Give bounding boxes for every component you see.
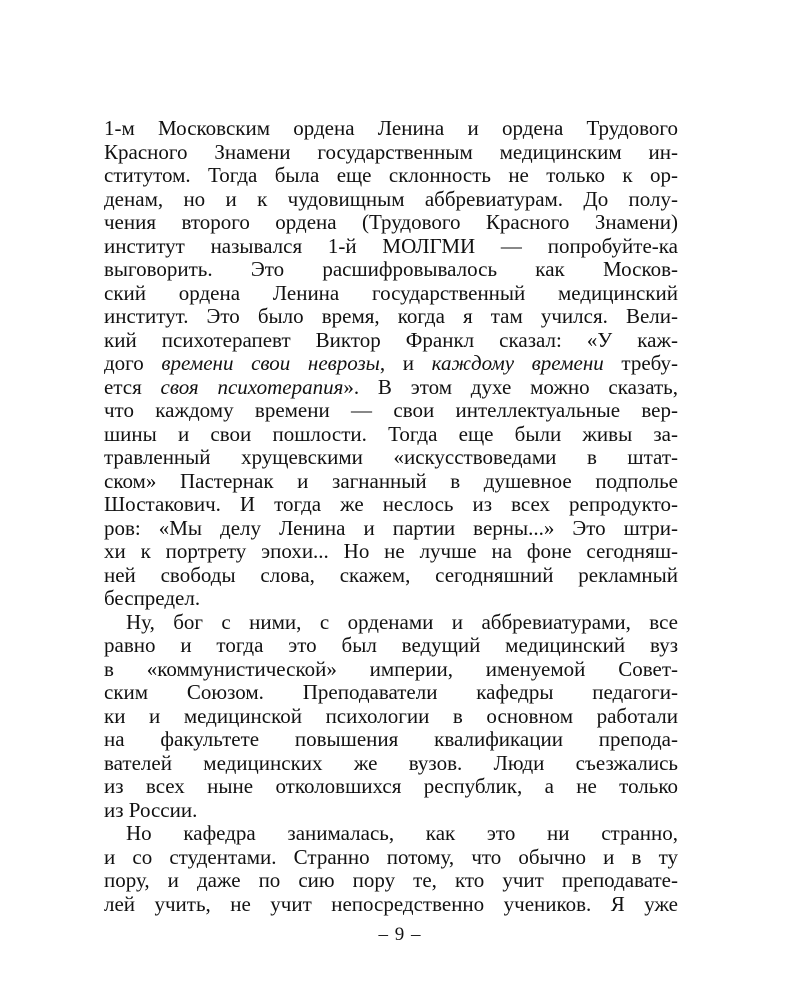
paragraph-start-line: Но кафедра занималась, как это ни странно, <box>126 821 678 845</box>
text-line: шины и свои пошлости. Тогда еще были живы за- <box>104 421 678 446</box>
text-line: равно и тогда это был ведущий медицинский вуз <box>104 633 678 657</box>
text-line: лей учить, не учит непосредственно учеников. Я уже <box>104 891 678 916</box>
text-line: денам, но и к чудовищным аббревиатурам. До полу- <box>104 186 678 211</box>
emphasis: времени свои неврозы <box>161 351 380 375</box>
text-line: кий психотерапевт Виктор Франкл сказал: «У каж- <box>104 327 678 352</box>
text-line-italic: дого времени свои неврозы, и каждому времени требу- <box>104 351 679 375</box>
text-line: и со студентами. Странно потому, что обычно и в ту <box>104 844 678 869</box>
text-line: в «коммунистической» империи, именуемой Совет- <box>104 656 678 681</box>
paragraph-end-line: из России. <box>104 797 198 822</box>
text-line: на факультете повышения квалификации препода- <box>104 727 678 751</box>
text-line: хи к портрету эпохи... Но не лучше на фоне сегодняш- <box>104 539 678 563</box>
text-line: пору, и даже по сию пору те, кто учит преподавате- <box>104 868 678 892</box>
text-line: чения второго ордена (Трудового Красного Знамени) <box>104 210 678 234</box>
text-line: ров: «Мы делу Ленина и партии верны...» Это штри- <box>104 515 678 540</box>
text-line: вателей медицинских же вузов. Люди съезжались <box>104 750 678 775</box>
text-line: ки и медицинской психологии в основном работали <box>104 703 678 728</box>
paragraph-start-line: Ну, бог с ними, с орденами и аббревиатурами, все <box>126 609 678 634</box>
text-line: выговорить. Это расшифровывалось как Москов- <box>104 257 678 281</box>
text-line: ститутом. Тогда была еще склонность не только к ор- <box>104 163 678 187</box>
text-line: травленный хрущевскими «искусствоведами в штат- <box>104 445 678 469</box>
text-line-italic: ется своя психотерапия». В этом духе можно сказать, <box>104 374 678 399</box>
text-line: ней свободы слова, скажем, сегодняшний рекламный <box>104 562 678 587</box>
text-line: из всех ныне отколовшихся республик, а не только <box>104 774 678 798</box>
text-line: ским Союзом. Преподаватели кафедры педагоги- <box>104 680 678 704</box>
text-line: институт. Это было время, когда я там учился. Вели- <box>104 304 678 328</box>
page-number: – 9 – <box>378 924 422 945</box>
emphasis: своя психотерапия <box>160 374 344 399</box>
paragraph-end-line: беспредел. <box>104 586 201 610</box>
text-line: ский ордена Ленина государственный медицинский <box>104 280 678 305</box>
text-line: Красного Знамени государственным медицинским ин- <box>104 139 678 164</box>
text-line: Шостакович. И тогда же неслось из всех репродукто- <box>104 492 678 516</box>
emphasis: каждому времени <box>431 351 604 375</box>
text-line: что каждому времени — свои интеллектуальные вер- <box>104 398 678 422</box>
text-line: ском» Пастернак и загнанный в душевное подполье <box>104 468 678 493</box>
text-column <box>104 117 678 916</box>
text-line: институт назывался 1-й МОЛГМИ — попробуйте-ка <box>104 233 678 258</box>
text-line: 1-м Московским ордена Ленина и ордена Трудового <box>104 116 678 140</box>
